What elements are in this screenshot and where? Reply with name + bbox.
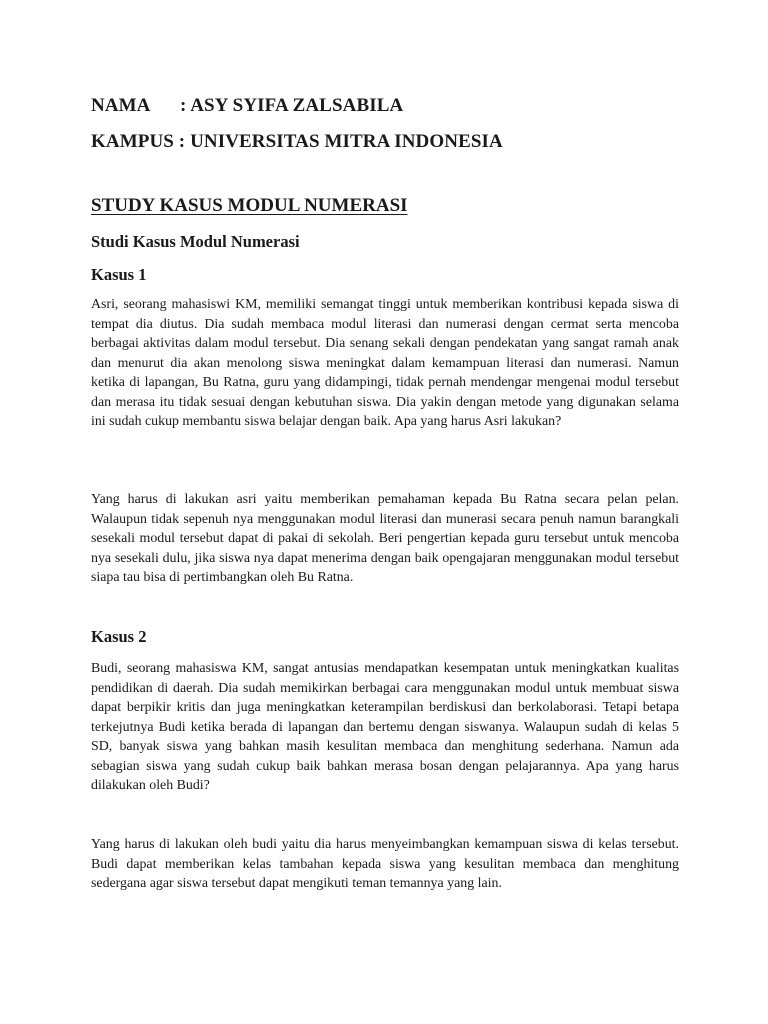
document-title: STUDY KASUS MODUL NUMERASI [91, 195, 408, 216]
case-2-heading: Kasus 2 [91, 627, 147, 646]
campus-line [91, 131, 503, 153]
case-1-heading: Kasus 1 [91, 265, 147, 284]
name-line [91, 95, 403, 117]
case-2-answer: Yang harus di lakukan oleh budi yaitu dia harus menyeimbangkan kemampuan siswa di kelas tersebut. Budi dapat memberikan kelas tambahan kepada siswa yang kesulitan membaca dan menghitung sedergana agar siswa tersebut dapat mengikuti teman temannya yang lain. [91, 837, 679, 891]
name-label: NAMA [91, 95, 151, 116]
case-2-question: Budi, seorang mahasiswa KM, sangat antusias mendapatkan kesempatan untuk meningkatkan kualitas pendidikan di daerah. Dia sudah memikirkan berbagai cara menggunakan modul untuk membuat siswa dapat berpikir kritis dan juga meningkatkan keterampilan berdiskusi dan berkolaborasi. Tetapi betapa terkejutnya Budi ketika berada di lapangan dan bertemu dengan siswanya. Walaupun sudah di kelas 5 SD, banyak siswa yang bahkan masih kesulitan membaca dan menghitung sederhana. Namun ada sebagian siswa yang sudah cukup baik bahkan merasa bosan dengan pelajarannya. Apa yang harus dilakukan oleh Budi? [91, 661, 679, 793]
name-value: : ASY SYIFA ZALSABILA [180, 95, 404, 116]
case-1-question: Asri, seorang mahasiswi KM, memiliki semangat tinggi untuk memberikan kontribusi kepada siswa di tempat dia diutus. Dia sudah membaca modul literasi dan numerasi dengan cermat serta mencoba berbagai aktivitas dalam modul tersebut. Dia senang sekali dengan pendekatan yang sangat ramah anak dan menurut dia akan menolong siswa meningkat dalam kemampuan literasi dan numerasi. Namun ketika di lapangan, Bu Ratna, guru yang didampingi, tidak pernah mendengar mengenai modul tersebut dan merasa itu tidak sesuai dengan kebutuhan siswa. Dia yakin dengan metode yang digunakan selama ini sudah cukup membantu siswa belajar dengan baik. Apa yang harus Asri lakukan? [91, 297, 679, 429]
campus-label: KAMPUS [91, 131, 174, 152]
document-subtitle: Studi Kasus Modul Numerasi [91, 232, 300, 251]
case-1-answer: Yang harus di lakukan asri yaitu memberikan pemahaman kepada Bu Ratna secara pelan pelan. Walaupun tidak sepenuh nya menggunakan modul literasi dan munerasi secara penuh namun barangkali sesekali modul tersebut dapat di pakai di sekolah. Beri pengertian kepada guru tersebut untuk mencoba nya sesekali dulu, jika siswa nya dapat menerima dengan baik opengajaran menggunakan modul tersebut siapa tau bisa di pertimbangkan oleh Bu Ratna. [91, 492, 679, 585]
campus-value: : UNIVERSITAS MITRA INDONESIA [178, 131, 503, 152]
